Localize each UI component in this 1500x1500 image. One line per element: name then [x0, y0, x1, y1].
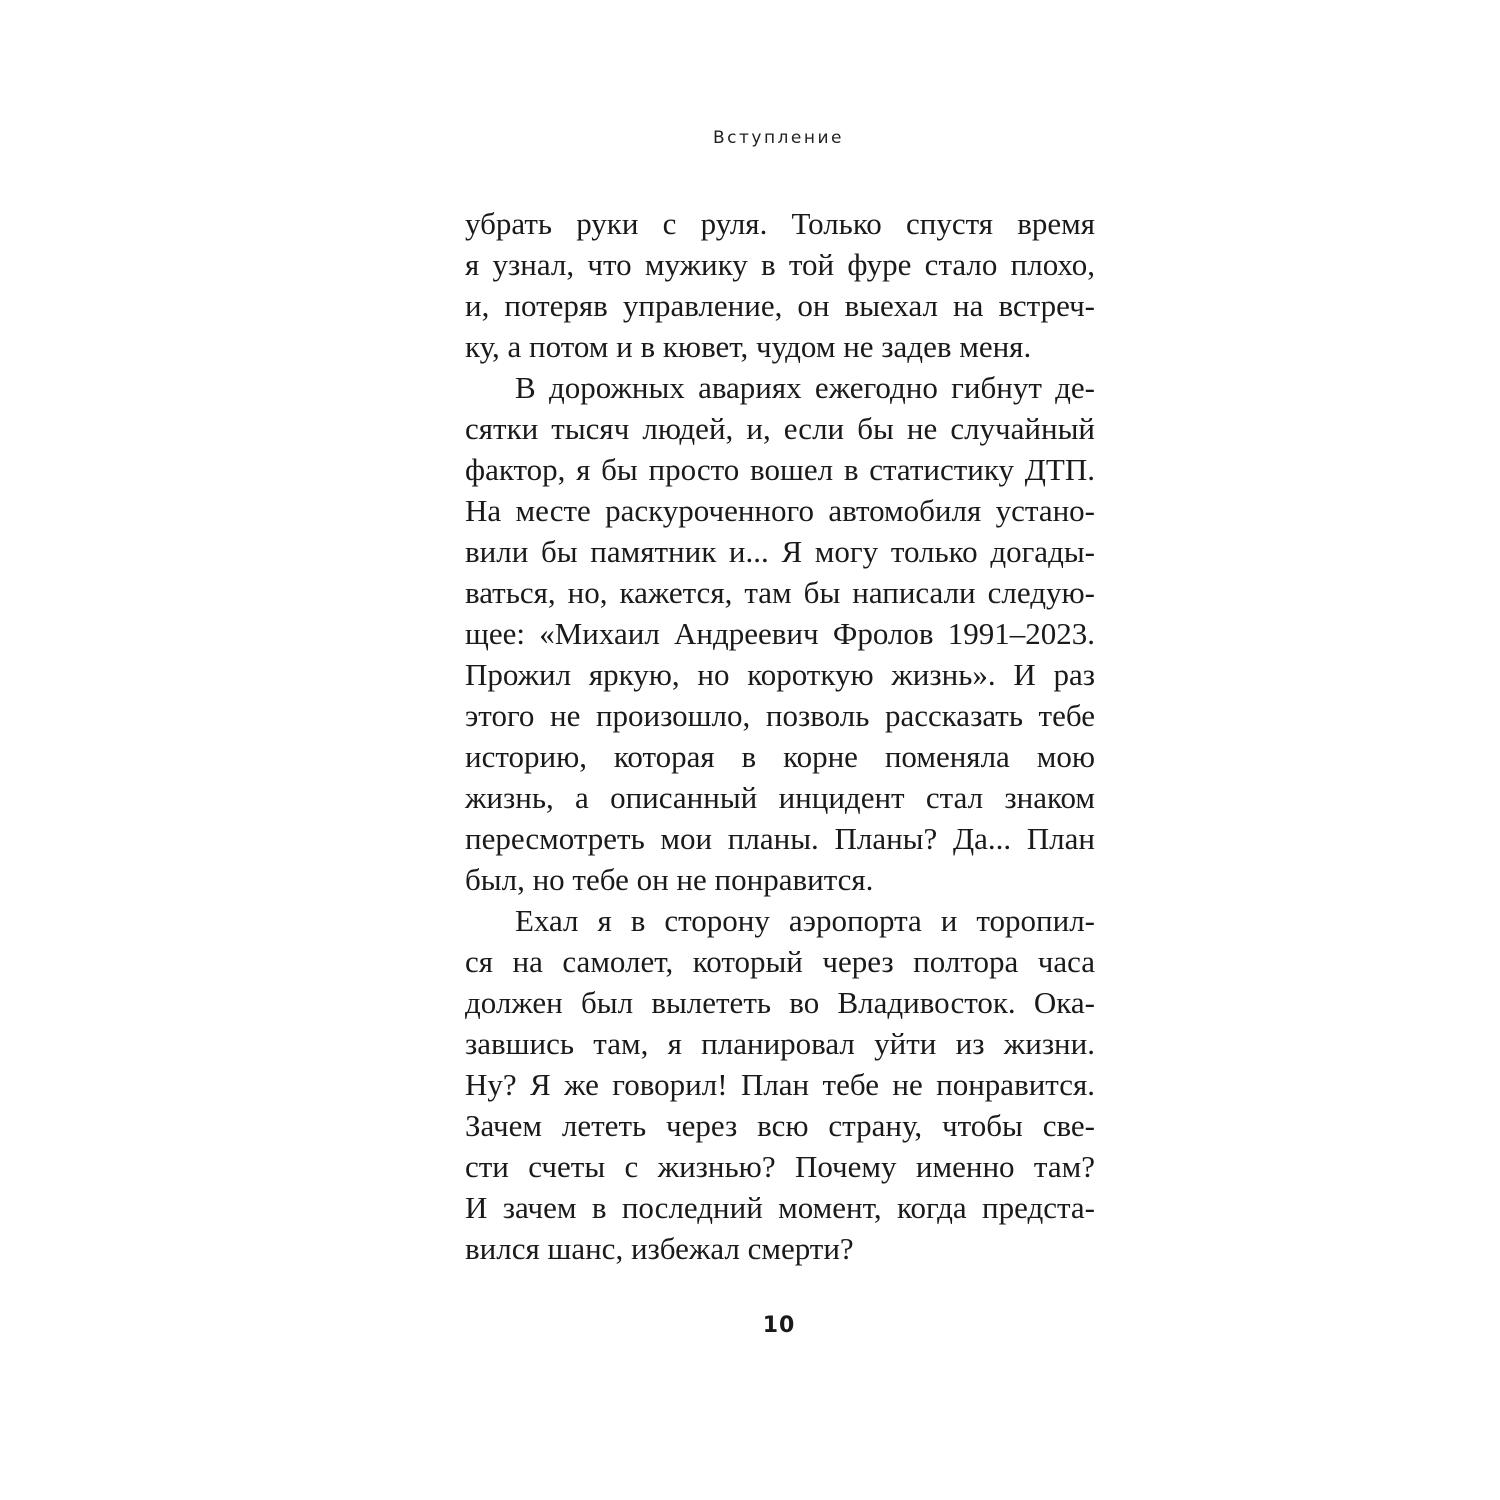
text-line: ку, а потом и в кювет, чудом не задев меня. — [465, 329, 1032, 364]
text-line: завшись там, я планировал уйти из жизни. — [465, 1026, 1095, 1061]
text-line: сти счеты с жизнью? Почему именно там? — [465, 1149, 1095, 1184]
text-line: Зачем лететь через всю страну, чтобы све- — [465, 1108, 1095, 1143]
body-text — [465, 203, 1095, 1269]
text-line: и, потеряв управление, он выехал на встреч- — [465, 288, 1095, 323]
text-line: Ехал я в сторону аэропорта и торопил- — [515, 903, 1095, 938]
text-line: я узнал, что мужику в той фуре стало плохо, — [465, 247, 1095, 282]
text-line: Ну? Я же говорил! План тебе не понравится. — [465, 1067, 1095, 1102]
text-line: фактор, я бы просто вошел в статистику ДТП. — [465, 452, 1095, 487]
text-line: пересмотреть мои планы. Планы? Да... План — [465, 821, 1095, 856]
text-line: В дорожных авариях ежегодно гибнут де- — [515, 370, 1095, 405]
text-line: щее: «Михаил Андреевич Фролов 1991–2023. — [465, 616, 1095, 651]
text-line: На месте раскуроченного автомобиля устано- — [465, 493, 1095, 528]
text-line: историю, которая в корне поменяла мою — [465, 739, 1095, 774]
text-line: ваться, но, кажется, там бы написали следую- — [465, 575, 1095, 610]
text-line: убрать руки с руля. Только спустя время — [465, 206, 1095, 241]
text-line: сятки тысяч людей, и, если бы не случайный — [465, 411, 1095, 446]
text-line: жизнь, а описанный инцидент стал знаком — [465, 780, 1095, 815]
text-line: Прожил яркую, но короткую жизнь». И раз — [465, 657, 1095, 692]
text-line: должен был вылететь во Владивосток. Ока- — [465, 985, 1095, 1020]
text-line: этого не произошло, позволь рассказать тебе — [465, 698, 1095, 733]
text-line: был, но тебе он не понравится. — [465, 862, 874, 897]
text-line: вился шанс, избежал смерти? — [465, 1231, 854, 1266]
text-line: И зачем в последний момент, когда предста- — [465, 1190, 1095, 1225]
page-number: 10 — [762, 1313, 796, 1338]
running-head: Вступление — [712, 128, 845, 148]
text-line: вили бы памятник и... Я могу только догады- — [465, 534, 1095, 569]
text-line: ся на самолет, который через полтора часа — [465, 944, 1095, 979]
